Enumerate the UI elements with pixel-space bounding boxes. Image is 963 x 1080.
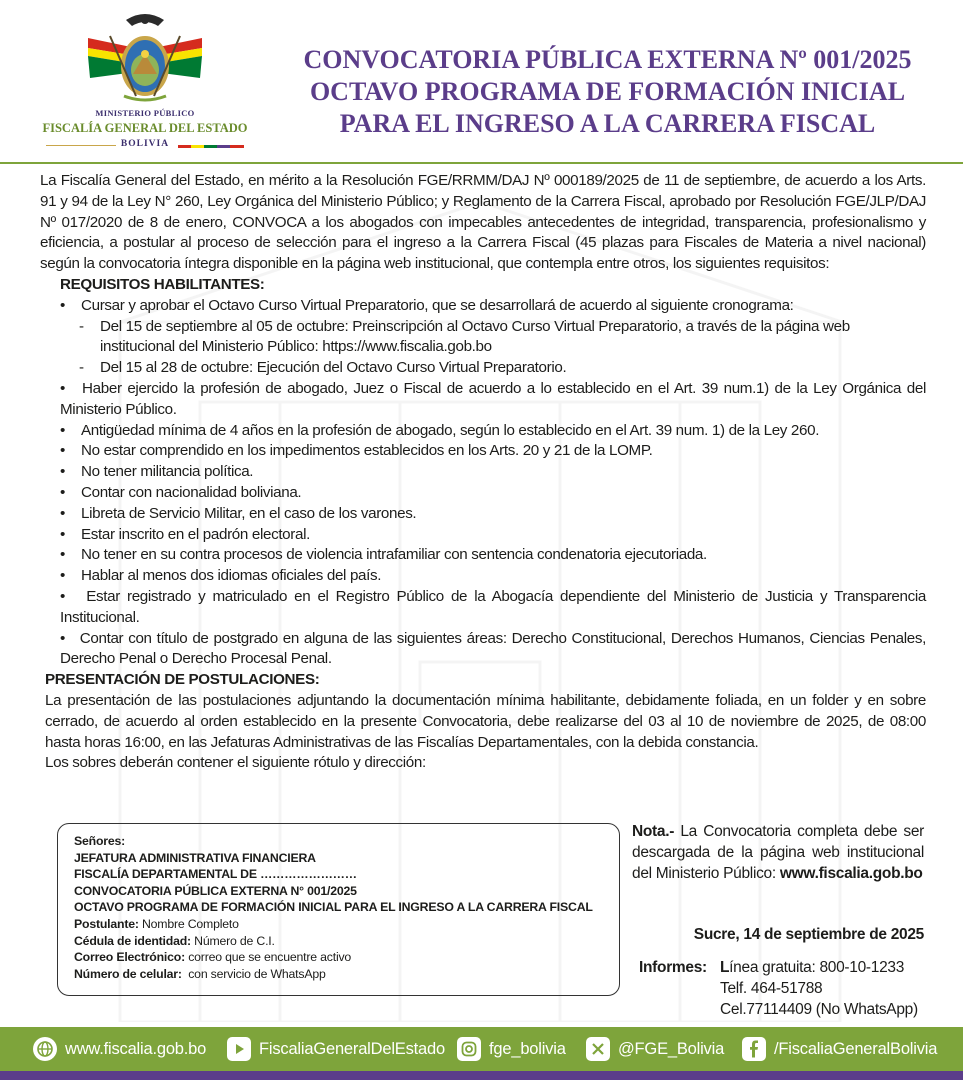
footer: [0, 1027, 963, 1080]
fecha: Sucre, 14 de septiembre de 2025: [693, 926, 924, 943]
list-item: • Estar inscrito en el padrón electoral.: [60, 525, 926, 546]
bullet-icon: •: [60, 379, 83, 397]
footer-x-link[interactable]: @FGE_Bolivia: [586, 1036, 724, 1062]
rotulo-intro: Los sobres deberán contener el siguiente rótulo y dirección:: [45, 754, 426, 772]
footer-web-link[interactable]: www.fiscalia.gob.bo: [33, 1036, 206, 1062]
bullet-icon: •: [60, 587, 87, 605]
informes-linea-gratuita: Línea gratuita: 800-10-1233: [720, 959, 905, 976]
bullet-icon: •: [60, 296, 65, 314]
bullet-icon: •: [60, 421, 65, 439]
x-icon: [586, 1037, 610, 1061]
list-item: • No tener militancia política.: [60, 462, 926, 483]
rotulo-field-ci: Cédula de identidad: Número de C.I.: [74, 933, 275, 948]
footer-facebook-link[interactable]: /FiscaliaGeneralBolivia: [742, 1036, 937, 1062]
footer-purple-strip: [0, 1071, 963, 1080]
intro-paragraph: La Fiscalía General del Estado, en mérito a la Resolución FGE/RRMM/DAJ Nº 000189/2025 de 11 de septiembre, de acuerdo a los Arts. 91 y 94 de la Ley N° 260, Ley Orgánica del Ministerio Público; y Reglamento de la Carrera Fiscal, aprobado por Resolución FGE/JLP/DAJ Nº 017/2020 de 8 de enero, CONVOCA a los abogados con impecables antecedentes de integridad, transparencia, profesionalismo y eficiencia, a postular al proceso de selección para el ingreso a la Carrera Fiscal (45 plazas para Fiscales de Materia a nivel nacional) según la convocatoria íntegra disponible en la página web institucional, que contempla entre otros, los siguientes requisitos:: [40, 172, 926, 273]
coat-of-arms-icon: [38, 8, 252, 108]
logo-line-fiscalia: FISCALÍA GENERAL DEL ESTADO: [42, 121, 248, 135]
bullet-icon: •: [60, 504, 65, 522]
nota-url-link[interactable]: www.fiscalia.gob.bo: [779, 865, 923, 882]
logo: [38, 8, 252, 158]
bullet-icon: •: [60, 546, 65, 564]
list-item: • Haber ejercido la profesión de abogado, Juez o Fiscal de acuerdo a lo establecido en el Art. 39 num.1) de la Ley Orgánica del Ministerio Público.: [60, 379, 926, 418]
list-item: • Contar con nacionalidad boliviana.: [60, 483, 926, 504]
rotulo-line: CONVOCATORIA PÚBLICA EXTERNA N° 001/2025: [74, 883, 357, 898]
list-item: • No tener en su contra procesos de violencia intrafamiliar con sentencia condenatoria ejecutoriada.: [60, 545, 926, 566]
list-item: • Estar registrado y matriculado en el Registro Público de la Abogacía dependiente del Ministerio de Justicia y Transparencia Institucional.: [60, 587, 926, 626]
rotulo-box: [57, 823, 620, 996]
requisitos-heading: REQUISITOS HABILITANTES:: [60, 275, 265, 293]
footer-youtube-link[interactable]: FiscaliaGeneralDelEstado: [227, 1036, 445, 1062]
rotulo-line: OCTAVO PROGRAMA DE FORMACIÓN INICIAL PARA EL INGRESO A LA CARRERA FISCAL: [74, 900, 593, 915]
informes-label: Informes:: [639, 959, 707, 976]
rotulo-field-celular: Número de celular: con servicio de WhatsApp: [74, 966, 326, 981]
list-item: • Contar con título de postgrado en alguna de las siguientes áreas: Derecho Constitucional, Derechos Humanos, Ciencias Penales, Derecho Penal o Derecho Procesal Penal.: [60, 629, 927, 668]
sub-list-item: - Del 15 de septiembre al 05 de octubre: Preinscripción al Octavo Curso Virtual Preparatorio, a través de la página web institucional del Ministerio Público: https://www.fiscalia.gob.bo: [79, 317, 850, 356]
globe-icon: [33, 1037, 57, 1061]
informes-telf: Telf. 464-51788: [720, 980, 823, 997]
list-item: • No estar comprendido en los impedimentos establecidos en los Arts. 20 y 21 de la LOMP.: [60, 441, 926, 462]
dash-icon: -: [79, 359, 84, 377]
list-item: • Cursar y aprobar el Octavo Curso Virtual Preparatorio, que se desarrollará de acuerdo al siguiente cronograma:: [60, 296, 926, 317]
title-line-2: OCTAVO PROGRAMA DE FORMACIÓN INICIAL: [309, 77, 906, 106]
dash-icon: -: [79, 317, 84, 335]
sub-list-item: - Del 15 al 28 de octubre: Ejecución del Octavo Curso Virtual Preparatorio.: [60, 358, 926, 379]
bullet-icon: •: [60, 442, 65, 460]
logo-line-ministerio: MINISTERIO PÚBLICO: [95, 108, 195, 118]
rotulo-line: JEFATURA ADMINISTRATIVA FINANCIERA: [74, 850, 316, 865]
rotulo-field-correo: Correo Electrónico: correo que se encuentre activo: [74, 950, 352, 965]
youtube-icon: [227, 1037, 251, 1061]
page-title: [280, 44, 935, 140]
bullet-icon: •: [60, 463, 65, 481]
title-line-1: CONVOCATORIA PÚBLICA EXTERNA Nº 001/2025: [303, 45, 912, 74]
rotulo-line: Señores:: [74, 834, 126, 848]
bullet-icon: •: [60, 629, 80, 647]
title-line-3: PARA EL INGRESO A LA CARRERA FISCAL: [339, 109, 876, 138]
instagram-icon: [457, 1037, 481, 1061]
flag-stripe: [178, 145, 244, 148]
presentacion-heading: PRESENTACIÓN DE POSTULACIONES:: [45, 671, 320, 689]
informes-cel: Cel.77114409 (No WhatsApp): [720, 1001, 918, 1018]
footer-instagram-link[interactable]: fge_bolivia: [457, 1036, 566, 1062]
rotulo-line: FISCALÍA DEPARTAMENTAL DE ……………………: [74, 867, 357, 882]
rotulo-field-postulante: Postulante: Nombre Completo: [74, 916, 239, 931]
main-content: [40, 171, 926, 774]
bullet-icon: •: [60, 567, 65, 585]
bullet-icon: •: [60, 483, 65, 501]
nota: Nota.- La Convocatoria completa debe ser descargada de la página web institucional del Ministerio Público: www.fiscalia.gob.bo: [632, 823, 924, 882]
bullet-icon: •: [60, 525, 65, 543]
logo-line-bolivia: BOLIVIA: [120, 139, 170, 149]
facebook-icon: [742, 1037, 766, 1061]
header: [0, 0, 963, 164]
list-item: • Libreta de Servicio Militar, en el caso de los varones.: [60, 504, 926, 525]
list-item: • Antigüedad mínima de 4 años en la profesión de abogado, según lo establecido en el Art. 39 num. 1) de la Ley 260.: [60, 421, 926, 442]
presentacion-paragraph: La presentación de las postulaciones adjuntando la documentación mínima habilitante, debidamente foliada, en un folder y en sobre cerrado, de acuerdo al orden establecido en la presente Convocatoria, debe realizarse del 03 al 10 de noviembre de 2025, de 08:00 hasta horas 16:00, en las Jefaturas Administrativas de las Fiscalías Departamentales, con la debida constancia.: [45, 691, 926, 751]
list-item: • Hablar al menos dos idiomas oficiales del país.: [60, 566, 926, 587]
